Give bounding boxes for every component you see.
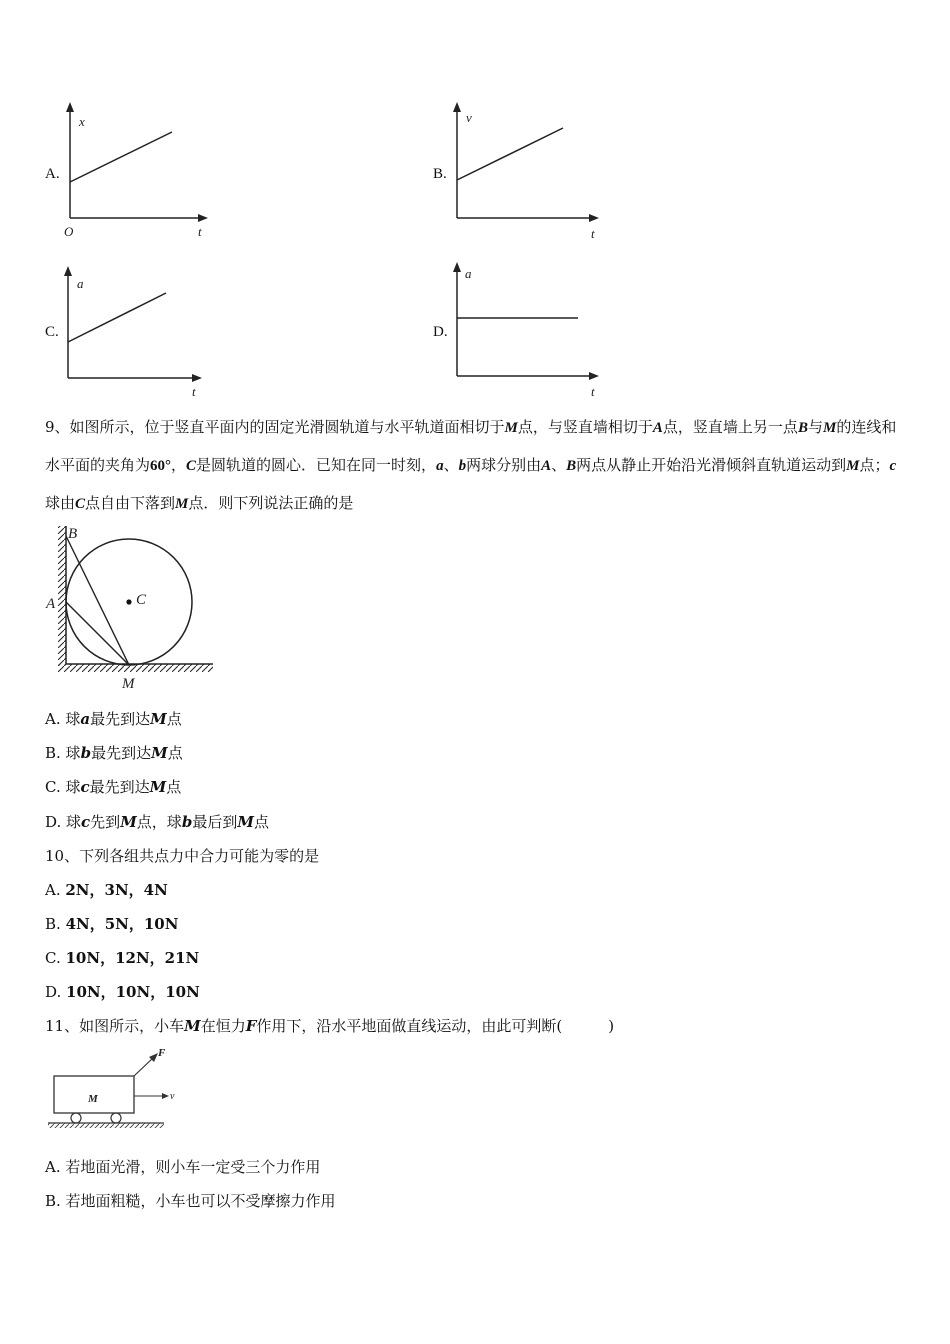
graph-a-line (70, 132, 172, 182)
graph-b-letter: B. (433, 166, 447, 182)
label-f: F (158, 1047, 166, 1059)
velocity-arrowhead (162, 1093, 169, 1099)
graph-b-line (457, 128, 563, 180)
label-v: v (170, 1091, 175, 1102)
q11-option-a[interactable]: A. 若地面光滑，则小车一定受三个力作用 (45, 1158, 321, 1176)
graph-c (58, 260, 218, 400)
graph-a-origin: O (64, 224, 74, 239)
graph-d-y-arrow (453, 262, 461, 272)
question-9-stem: 9、如图所示，位于竖直平面内的固定光滑圆轨道与水平轨道面相切于M点，与竖直墙相切于A点，竖直墙上另一点B与M的连线和水平面的夹角为60°，C是圆轨道的圆心．已知在同一时刻，a、b两球分别由A、B两点从静止开始沿光滑倾斜直轨道运动到M点；c球由C点自由下落到M点．则下列说法正确的是 (45, 418, 897, 512)
graph-a-y-arrow (66, 102, 74, 112)
label-a: A (46, 596, 56, 612)
cart-wheel-right (111, 1113, 121, 1123)
graph-b (447, 100, 607, 240)
center-dot (126, 599, 131, 604)
question-11-stem: 11、如图所示，小车M在恒力F作用下，沿水平地面做直线运动，由此可判断( ) (45, 1017, 615, 1035)
q9-option-d[interactable]: D. 球c先到M点，球b最后到M点 (45, 813, 269, 831)
graph-d-letter: D. (433, 324, 448, 340)
q9-option-c[interactable]: C. 球c最先到达M点 (45, 778, 182, 796)
ground-hatch (48, 1123, 164, 1128)
graph-d-ylabel: a (465, 266, 472, 281)
q11-option-b[interactable]: B. 若地面粗糙，小车也可以不受摩擦力作用 (45, 1192, 336, 1210)
graph-a-xlabel: t (198, 224, 202, 239)
graph-b-x-arrow (589, 214, 599, 222)
wall-hatch (58, 526, 66, 666)
graph-a (60, 100, 220, 240)
question-9-figure (40, 522, 220, 698)
question-10-stem: 10、下列各组共点力中合力可能为零的是 (45, 847, 320, 865)
graph-b-y-arrow (453, 102, 461, 112)
graph-d-xlabel: t (591, 384, 595, 399)
label-m: M (88, 1093, 98, 1105)
track-bm (66, 536, 129, 665)
graph-d (447, 258, 607, 398)
q10-option-a[interactable]: A. 2N，3N，4N (45, 881, 168, 899)
q9-option-b[interactable]: B. 球b最先到达M点 (45, 744, 183, 762)
q9-option-a[interactable]: A. 球a最先到达M点 (45, 710, 182, 728)
q10-option-c[interactable]: C. 10N，12N，21N (45, 949, 200, 967)
graph-b-ylabel: v (466, 110, 472, 125)
graph-d-x-arrow (589, 372, 599, 380)
graph-c-y-arrow (64, 266, 72, 276)
graph-a-x-arrow (198, 214, 208, 222)
cart-wheel-left (71, 1113, 81, 1123)
graph-c-x-arrow (192, 374, 202, 382)
graph-b-xlabel: t (591, 226, 595, 241)
graph-a-ylabel: x (79, 114, 85, 129)
question-11-figure (44, 1044, 184, 1138)
label-b: B (68, 526, 78, 542)
graph-c-letter: C. (45, 324, 59, 340)
graph-c-line (68, 293, 166, 342)
track-am (66, 602, 129, 665)
force-arrow (134, 1057, 154, 1076)
label-m: M (122, 676, 135, 692)
graph-c-ylabel: a (77, 276, 84, 291)
graph-c-xlabel: t (192, 384, 196, 399)
label-c: C (136, 592, 147, 608)
graph-a-letter: A. (45, 166, 60, 182)
q10-option-b[interactable]: B. 4N，5N，10N (45, 915, 179, 933)
q10-option-d[interactable]: D. 10N，10N，10N (45, 983, 200, 1001)
